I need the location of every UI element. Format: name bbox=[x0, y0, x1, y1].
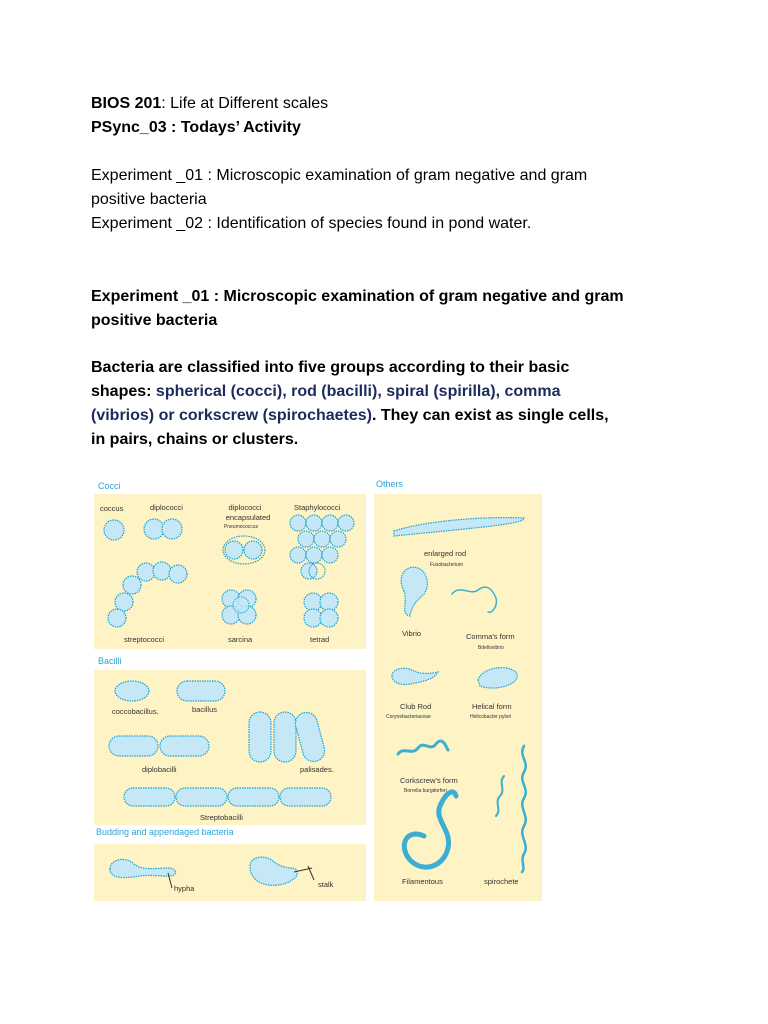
label-club-rod: Club Rod bbox=[400, 702, 432, 711]
label-filamentous: Filamentous bbox=[402, 877, 443, 886]
label-diplococci-encapsulated-2: encapsulated bbox=[225, 513, 271, 522]
paragraph-line2-a: shapes: bbox=[91, 383, 156, 400]
label-tetrad: tetrad bbox=[310, 635, 330, 644]
label-streptococci: streptococci bbox=[124, 635, 165, 644]
label-helicobacter: Helicobacter pylori bbox=[470, 714, 512, 720]
shape-list-2: (vibrios) or corkscrew (spirochaetes) bbox=[91, 407, 372, 424]
paragraph-line2 bbox=[91, 380, 560, 404]
label-commas-form: Comma’s form bbox=[466, 632, 515, 641]
label-bdellovibrio: Bdellovibrio bbox=[478, 645, 504, 651]
label-palisades: palisades. bbox=[300, 765, 334, 774]
label-coccus: coccus bbox=[100, 504, 124, 513]
bacteria-shapes-figure bbox=[94, 476, 542, 901]
bacilli-heading: Bacilli bbox=[98, 656, 122, 666]
label-spirochete: spirochete bbox=[484, 877, 519, 886]
section-title-line1: Experiment _01 : Microscopic examination of gram negative and gram bbox=[91, 288, 624, 305]
label-corynebacteriaceae: Corynebacteriaceae bbox=[386, 714, 431, 720]
others-heading: Others bbox=[376, 479, 404, 489]
label-diplococci-encapsulated-1: diplococci bbox=[228, 503, 262, 512]
course-code: BIOS 201 bbox=[91, 95, 162, 112]
label-vibrio: Vibrio bbox=[402, 629, 422, 638]
label-enlarged-rod: enlarged rod bbox=[424, 549, 467, 558]
agenda-item-2: Experiment _02 : Identification of species found in pond water. bbox=[91, 215, 532, 232]
shape-list-1: spherical (cocci), rod (bacilli), spiral (spirilla), comma bbox=[155, 383, 561, 400]
label-diplobacilli: diplobacilli bbox=[142, 765, 177, 774]
label-streptobacilli: Streptobacilli bbox=[200, 813, 243, 822]
label-hypha: hypha bbox=[174, 884, 195, 893]
paragraph-line3 bbox=[91, 404, 609, 428]
budding-heading: Budding and appendaged bacteria bbox=[96, 827, 234, 837]
course-title: : Life at Different scales bbox=[161, 95, 329, 112]
session-heading: PSync_03 : Todays’ Activity bbox=[91, 119, 301, 136]
label-fusobacterium: Fusobacterium bbox=[430, 562, 464, 568]
course-heading bbox=[91, 92, 328, 116]
label-stalk: stalk bbox=[318, 880, 334, 889]
section-title-line2: positive bacteria bbox=[91, 312, 218, 329]
label-bacillus: bacillus bbox=[192, 705, 218, 714]
label-sarcina: sarcina bbox=[228, 635, 253, 644]
paragraph-line4: in pairs, chains or clusters. bbox=[91, 431, 299, 448]
agenda-item-1-line1: Experiment _01 : Microscopic examination of gram negative and gram bbox=[91, 167, 588, 184]
label-borrelia: Borrelia burgdorferi bbox=[404, 788, 447, 794]
label-pneumococcus: Pneumococcus bbox=[223, 524, 259, 530]
agenda-item-1-line2: positive bacteria bbox=[91, 191, 207, 208]
label-helical-form: Helical form bbox=[472, 702, 512, 711]
paragraph-line3-b: . They can exist as single cells, bbox=[371, 407, 609, 424]
label-corkscrew: Corkscrew’s form bbox=[400, 776, 458, 785]
label-diplococci: diplococci bbox=[150, 503, 183, 512]
cocci-heading: Cocci bbox=[98, 481, 121, 491]
label-staphylococci: Staphylococci bbox=[294, 503, 341, 512]
label-coccobacillus: coccobacillus. bbox=[112, 707, 159, 716]
paragraph-line1: Bacteria are classified into five groups according to their basic bbox=[91, 359, 570, 376]
